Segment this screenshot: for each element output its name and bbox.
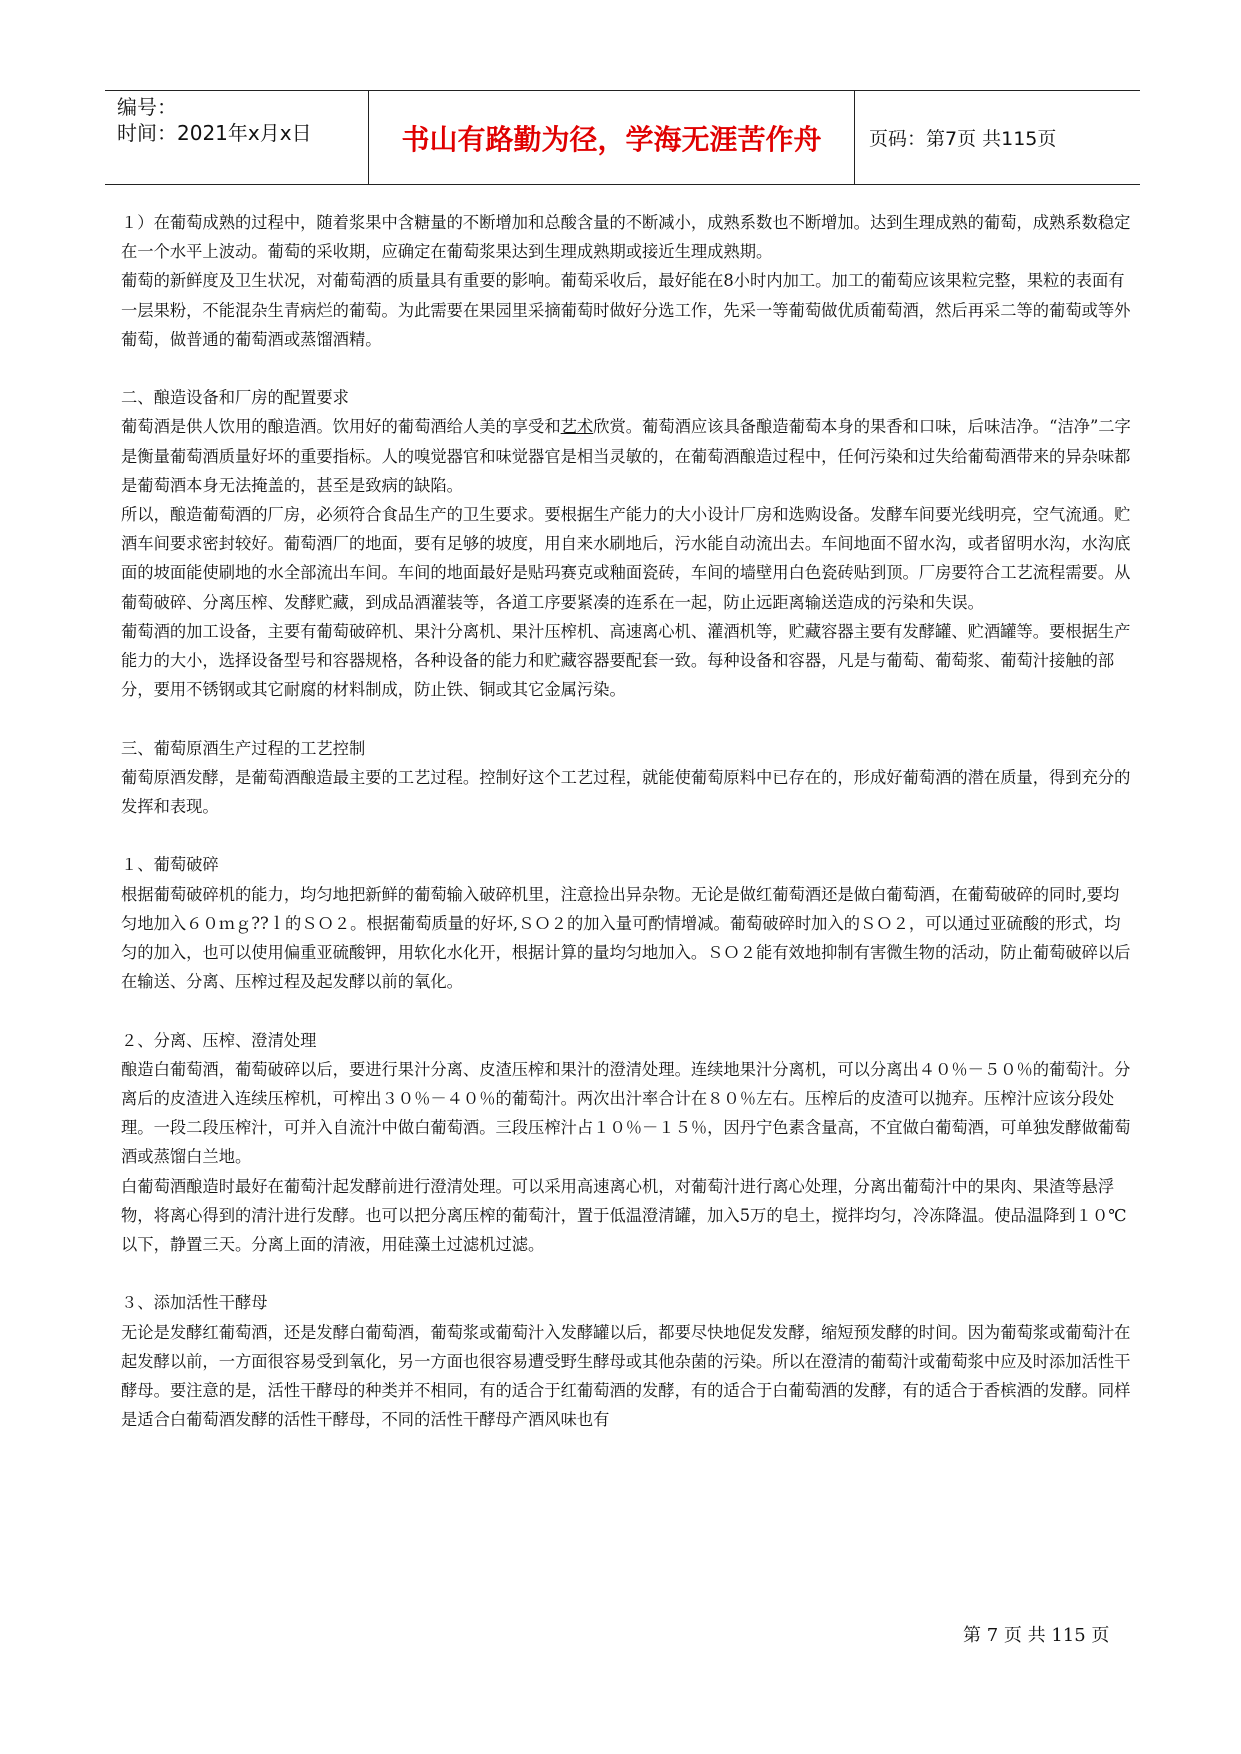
document-body [121,208,1135,1434]
page-label: 页码：第7页 共115页 [869,128,1057,150]
paragraph: 所以，酿造葡萄酒的厂房，必须符合食品生产的卫生要求。要根据生产能力的大小设计厂房和选购设备。发酵车间要光线明亮，空气流通。贮酒车间要求密封较好。葡萄酒厂的地面，要有足够的坡度，用自来水刷地后，污水能自动流出去。车间地面不留水沟，或者留明水沟，水沟底面的坡面能使刷地的水全部流出车间。车间的地面最好是贴玛赛克或釉面瓷砖，车间的墙壁用白色瓷砖贴到顶。厂房要符合工艺流程需要。从葡萄破碎、分离压榨、发酵贮藏，到成品酒灌装等，各道工序要紧凑的连系在一起，防止远距离输送造成的污染和失误。 [121,505,1131,612]
subsection-heading: ３、添加活性干酵母 [121,1293,268,1313]
header-info-cell [105,91,369,184]
paragraph: 葡萄酒的加工设备，主要有葡萄破碎机、果汁分离机、果汁压榨机、高速离心机、灌酒机等，贮藏容器主要有发酵罐、贮酒罐等。要根据生产能力的大小，选择设备型号和容器规格，各种设备的能力和贮藏容器要配套一致。每种设备和容器，凡是与葡萄、葡萄浆、葡萄汁接触的部分，要用不锈钢或其它耐腐的材料制成，防止铁、铜或其它金属污染。 [121,621,1131,700]
section-heading: 二、酿造设备和厂房的配置要求 [121,388,349,408]
motto: 书山有路勤为径，学海无涯苦作舟 [369,91,855,184]
underlined-link-text[interactable]: 艺术 [560,417,594,437]
code-label: 编号： [117,95,177,119]
paragraph: １）在葡萄成熟的过程中，随着浆果中含糖量的不断增加和总酸含量的不断减小，成熟系数也不断增加。达到生理成熟的葡萄，成熟系数稳定在一个水平上波动。葡萄的采收期，应确定在葡萄浆果达到生理成熟期或接近生理成熟期。 [121,213,1131,262]
subsection-heading: １、葡萄破碎 [121,855,219,875]
subsection-heading: ２、分离、压榨、澄清处理 [121,1030,317,1050]
paragraph: 白葡萄酒酿造时最好在葡萄汁起发酵前进行澄清处理。可以采用高速离心机，对葡萄汁进行离心处理，分离出葡萄汁中的果肉、果渣等悬浮物，将离心得到的清汁进行发酵。也可以把分离压榨的葡萄汁，置于低温澄清罐，加入5万的皂土，搅拌均匀，冷冻降温。使品温降到１０℃以下，静置三天。分离上面的清液，用硅藻土过滤机过滤。 [121,1176,1127,1255]
paragraph: 无论是发酵红葡萄酒，还是发酵白葡萄酒，葡萄浆或葡萄汁入发酵罐以后，都要尽快地促发发酵，缩短预发酵的时间。因为葡萄浆或葡萄汁在起发酵以前，一方面很容易受到氧化，另一方面也很容易遭受野生酵母或其他杂菌的污染。所以在澄清的葡萄汁或葡萄浆中应及时添加活性干酵母。要注意的是，活性干酵母的种类并不相同，有的适合于红葡萄酒的发酵，有的适合于白葡萄酒的发酵，有的适合于香槟酒的发酵。同样是适合白葡萄酒发酵的活性干酵母，不同的活性干酵母产酒风味也有 [121,1322,1131,1430]
text-run: 欣赏。葡萄酒应该具备酿造葡萄本身的果香和口味，后味洁净。“洁净”二字是衡量葡萄酒质量好坏的重要指标。人的嗅觉器官和味觉器官是相当灵敏的，在葡萄酒酿造过程中，任何污染和过失给葡萄酒带来的异杂味都是葡萄酒本身无法掩盖的，甚至是致病的缺陷。 [121,417,1131,495]
time-label: 时间：2021年x月x日 [117,121,312,145]
paragraph: 根据葡萄破碎机的能力，均匀地把新鲜的葡萄输入破碎机里，注意捡出异杂物。无论是做红葡萄酒还是做白葡萄酒，在葡萄破碎的同时,要均匀地加入６０ｍｇ??ｌ的ＳＯ２。根据葡萄质量的好坏,ＳＯ２的加入量可酌情增减。葡萄破碎时加入的ＳＯ２，可以通过亚硫酸的形式，均匀的加入，也可以使用偏重亚硫酸钾，用软化水化开，根据计算的量均匀地加入。ＳＯ２能有效地抑制有害微生物的活动，防止葡萄破碎以后在输送、分离、压榨过程及起发酵以前的氧化。 [121,884,1131,992]
page-footer: 第 7 页 共 115 页 [963,1625,1110,1646]
text-run: 葡萄酒是供人饮用的酿造酒。饮用好的葡萄酒给人美的享受和 [121,417,561,437]
header-table [105,90,1140,185]
paragraph: 葡萄的新鲜度及卫生状况，对葡萄酒的质量具有重要的影响。葡萄采收后，最好能在8小时内加工。加工的葡萄应该果粒完整，果粒的表面有一层果粉，不能混杂生青病烂的葡萄。为此需要在果园里采摘葡萄时做好分选工作，先采一等葡萄做优质葡萄酒，然后再采二等的葡萄或等外葡萄，做普通的葡萄酒或蒸馏酒精。 [121,271,1131,349]
paragraph: 酿造白葡萄酒，葡萄破碎以后，要进行果汁分离、皮渣压榨和果汁的澄清处理。连续地果汁分离机，可以分离出４０％－５０％的葡萄汁。分离后的皮渣进入连续压榨机，可榨出３０％－４０％的葡萄汁。两次出汁率合计在８０％左右。压榨后的皮渣可以抛弃。压榨汁应该分段处理。一段二段压榨汁，可并入自流汁中做白葡萄酒。三段压榨汁占１０％－１５％，因丹宁色素含量高，不宜做白葡萄酒，可单独发酵做葡萄酒或蒸馏白兰地。 [121,1059,1131,1167]
paragraph: 葡萄原酒发酵，是葡萄酒酿造最主要的工艺过程。控制好这个工艺过程，就能使葡萄原料中已存在的，形成好葡萄酒的潜在质量，得到充分的发挥和表现。 [121,767,1131,817]
paragraph [121,412,1135,500]
section-heading: 三、葡萄原酒生产过程的工艺控制 [121,738,366,758]
